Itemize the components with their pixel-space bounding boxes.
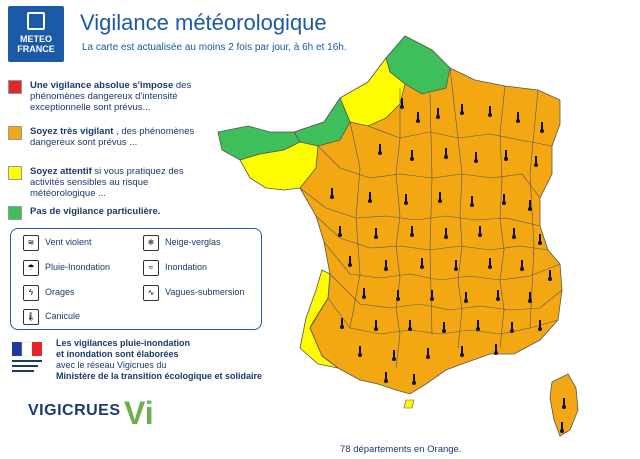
gov-line-2: et inondation sont élaborées — [56, 349, 179, 359]
logo-line-2: FRANCE — [17, 44, 55, 54]
page-title: Vigilance météorologique — [80, 10, 327, 35]
wind-icon: ≋ — [23, 235, 39, 251]
phenomenon-waves: Vagues-submersion — [165, 287, 245, 297]
legend-bold-orange: Soyez très vigilant — [30, 126, 114, 137]
waves-icon: ∿ — [143, 285, 159, 301]
legend-desc-red: des phénomènes dangereux d'intensité exceptionnelle sont prévus... — [30, 80, 192, 113]
page-subtitle: La carte est actualisée au moins 2 fois par jour, à 6h et 16h. — [82, 42, 347, 53]
logo-mark-icon — [27, 12, 45, 30]
gov-line-1: Les vigilances pluie-inondation — [56, 338, 191, 348]
french-republic-logo — [10, 340, 44, 378]
legend-text-red — [30, 80, 195, 113]
flood-icon: ≈ — [143, 260, 159, 276]
department-count: 78 départements en Orange. — [340, 444, 462, 455]
vigicrues-vi-logo: Vi — [124, 395, 154, 431]
snow-icon: ❄ — [143, 235, 159, 251]
rain-icon: ☂ — [23, 260, 39, 276]
green-swatch — [8, 206, 22, 220]
gov-line-3: avec le réseau Vigicrues du — [56, 360, 167, 370]
phenomenon-wind: Vent violent — [45, 237, 92, 247]
phenomenon-rain: Pluie-Inondation — [45, 262, 111, 272]
meteo-france-logo — [8, 6, 64, 62]
legend-bold-yellow: Soyez attentif — [30, 166, 92, 177]
phenomenon-heatwave: Canicule — [45, 311, 81, 321]
vigicrues-logo: VIGICRUES — [28, 402, 121, 419]
legend-text-orange — [30, 126, 195, 148]
legend-desc-orange: , des phénomènes dangereux sont prévus ... — [30, 126, 195, 148]
yellow-swatch — [8, 166, 22, 180]
phenomenon-snow: Neige-verglas — [165, 237, 221, 247]
red-swatch — [8, 80, 22, 94]
legend-bold-green: Pas de vigilance particulière. — [30, 206, 161, 217]
coastal-marker — [404, 400, 414, 408]
thermometer-icon: 🌡 — [23, 309, 39, 325]
legend-text-green — [30, 206, 195, 217]
legend-bold-red: Une vigilance absolue s'impose — [30, 80, 174, 91]
logo-line-1: METEO — [19, 34, 52, 44]
gov-line-4: Ministère de la transition écologique et solidaire — [56, 371, 263, 381]
phenomenon-storm: Orages — [45, 287, 75, 297]
legend-desc-yellow: si vous pratiquez des activités sensibles au risque météorologique ... — [30, 166, 184, 199]
orange-swatch — [8, 126, 22, 140]
france-vigilance-map — [200, 28, 620, 438]
storm-icon: ϟ — [23, 285, 39, 301]
phenomenon-flood: Inondation — [165, 262, 208, 272]
legend-text-yellow — [30, 166, 195, 199]
